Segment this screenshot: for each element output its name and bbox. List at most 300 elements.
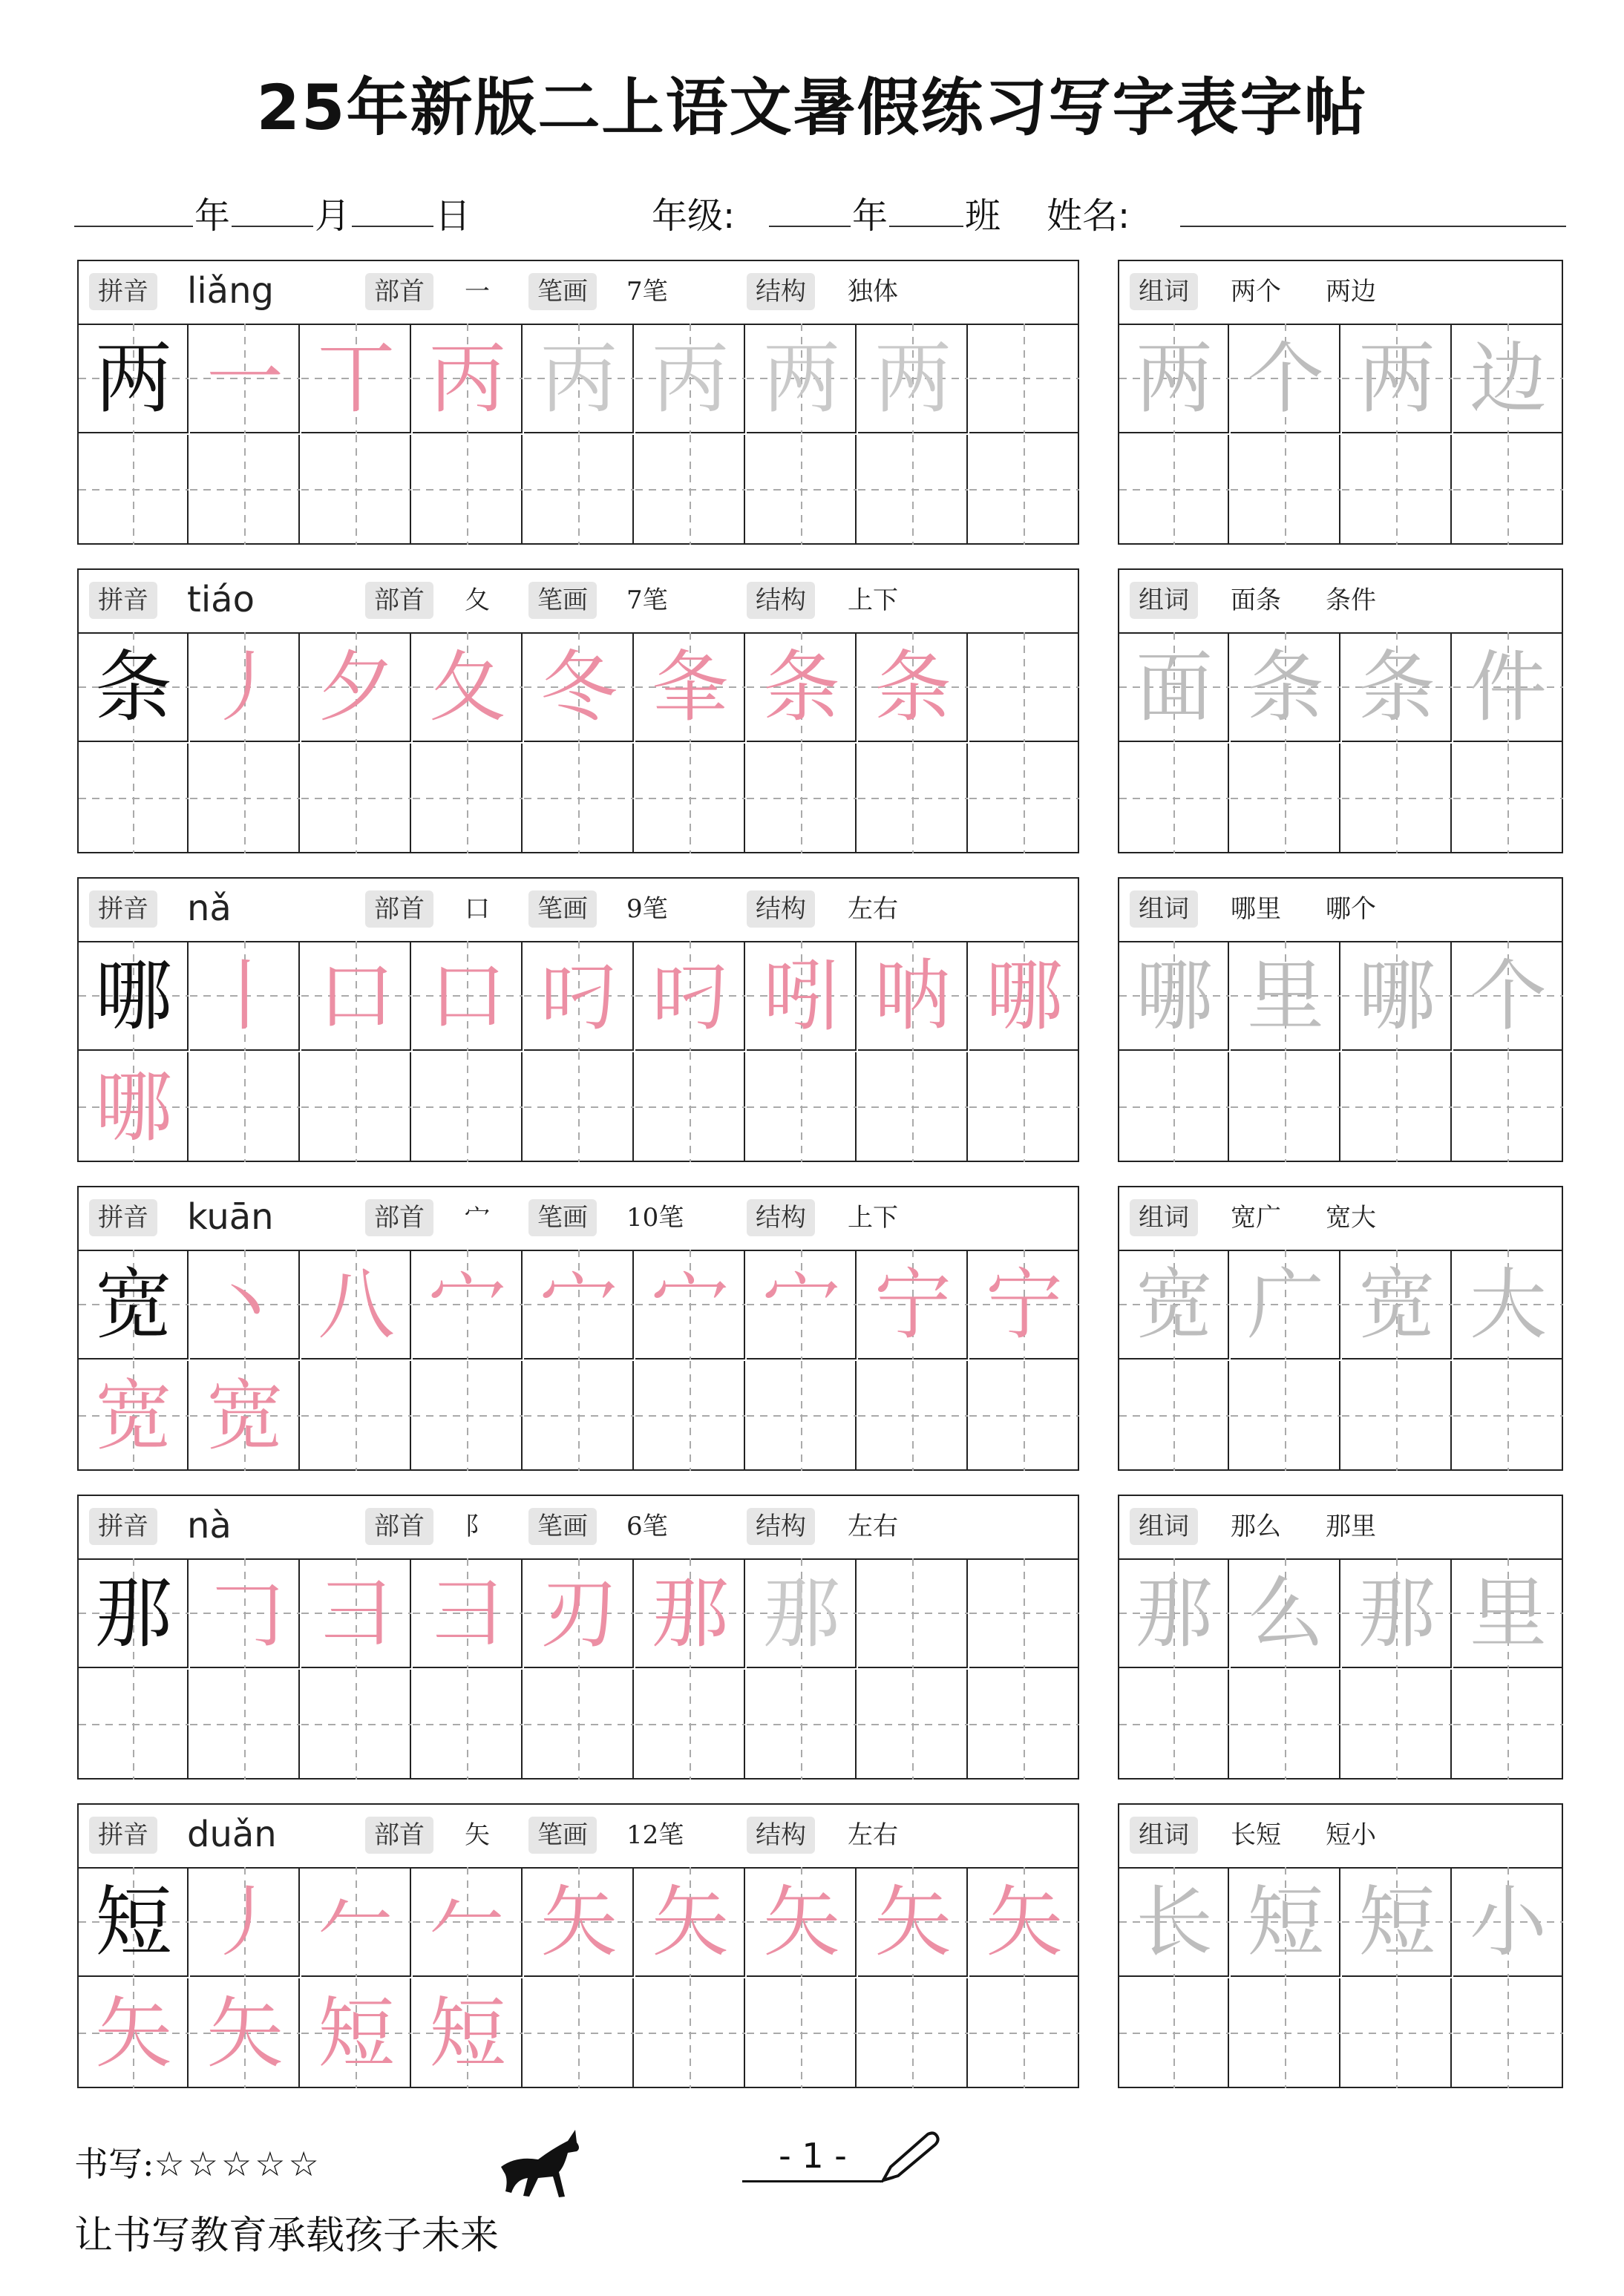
radical-tag: 部首 — [365, 1817, 433, 1854]
stroke-step-new-stroke: 条 — [762, 642, 840, 732]
word-writing-cell[interactable] — [1231, 435, 1340, 545]
writing-cell[interactable] — [190, 1867, 300, 1977]
word-trace-character: 边 — [1469, 333, 1547, 424]
stroke-step-new-stroke: 哪 — [94, 1062, 172, 1152]
writing-cell[interactable] — [524, 1670, 634, 1780]
stroke-step-new-stroke: 𠃌 — [206, 1568, 284, 1659]
class-blank[interactable] — [889, 226, 963, 227]
class-label: 班 — [965, 195, 1001, 237]
writing-cell[interactable] — [79, 1361, 189, 1471]
writing-cell[interactable] — [301, 941, 411, 1051]
writing-cell[interactable] — [413, 941, 523, 1051]
writing-cell[interactable] — [635, 1558, 745, 1668]
writing-cell[interactable] — [79, 744, 189, 853]
stroke-order-step — [858, 1867, 968, 1977]
writing-cell[interactable] — [524, 1361, 634, 1471]
writing-cell[interactable] — [858, 435, 968, 545]
writing-cell[interactable] — [190, 632, 300, 742]
writing-cell[interactable] — [524, 632, 634, 742]
stroke-step-new-stroke: 矢 — [206, 1988, 284, 2079]
writing-cell[interactable] — [747, 744, 857, 853]
stroke-step-new-stroke: 丨 — [206, 951, 284, 1041]
grid-guide — [1453, 1361, 1563, 1471]
word-trace-character: 广 — [1246, 1259, 1324, 1350]
grid-guide — [524, 1361, 634, 1471]
stroke-order-step — [190, 1867, 300, 1977]
stroke-order-step — [413, 324, 523, 433]
grid-guide — [1453, 435, 1563, 545]
writing-cell[interactable] — [413, 1978, 523, 2088]
word-writing-cell[interactable] — [1342, 435, 1452, 545]
word-writing-cell[interactable] — [1119, 1867, 1229, 1977]
writing-cell[interactable] — [301, 632, 411, 742]
stroke-step-new-stroke: 夆 — [651, 642, 729, 732]
writing-cell[interactable] — [190, 1361, 300, 1471]
char-block — [77, 260, 1079, 545]
grid-guide — [1342, 1978, 1452, 2088]
word-writing-cell[interactable] — [1119, 632, 1229, 742]
words-tag: 组词 — [1130, 1508, 1198, 1545]
grid-guide — [1231, 1052, 1340, 1162]
stroke-order-step — [747, 1558, 857, 1668]
grid-guide — [524, 435, 634, 545]
writing-cell[interactable] — [747, 1867, 857, 1977]
stroke-order-step — [524, 324, 634, 433]
words-tag: 组词 — [1130, 273, 1198, 310]
structure-value: 左右 — [848, 1512, 898, 1541]
writing-cell[interactable] — [413, 435, 523, 545]
char-info-header — [79, 570, 1078, 634]
writing-cell[interactable] — [79, 1052, 189, 1162]
structure-tag: 结构 — [747, 582, 815, 619]
stroke-order-step — [301, 324, 411, 433]
radical-value: 口 — [465, 894, 490, 924]
grid-guide — [635, 1052, 745, 1162]
word-writing-cell[interactable] — [1119, 435, 1229, 545]
strokes-tag: 笔画 — [528, 890, 597, 928]
writing-cell[interactable] — [969, 744, 1079, 853]
stroke-order-step — [747, 632, 857, 742]
grid-guide — [413, 435, 523, 545]
stroke-step-new-stroke: 夂 — [428, 642, 506, 732]
word-writing-cell[interactable] — [1119, 1250, 1229, 1359]
stroke-step-new-stroke: 吲 — [762, 951, 840, 1041]
strokes-value: 12笔 — [626, 1820, 684, 1850]
writing-cell[interactable] — [969, 1250, 1079, 1359]
stroke-step-new-stroke: 短 — [428, 1988, 506, 2079]
month-blank[interactable] — [232, 226, 313, 227]
writing-cell[interactable] — [747, 1361, 857, 1471]
writing-cell[interactable] — [969, 1867, 1079, 1977]
writing-cell[interactable] — [301, 435, 411, 545]
stroke-step-new-stroke: 𠂉 — [428, 1877, 506, 1967]
word-writing-cell[interactable] — [1119, 941, 1229, 1051]
word-writing-cell[interactable] — [1342, 1052, 1452, 1162]
grid-guide — [1342, 1670, 1452, 1780]
writing-cell[interactable] — [858, 1558, 968, 1668]
stroke-order-step — [413, 1867, 523, 1977]
char-info-header — [79, 261, 1078, 325]
writing-cell[interactable] — [635, 1978, 745, 2088]
stroke-step-new-stroke: 矢 — [762, 1877, 840, 1967]
writing-cell[interactable] — [747, 1250, 857, 1359]
word-writing-cell[interactable] — [1119, 1978, 1229, 2088]
word-writing-cell[interactable] — [1231, 1867, 1340, 1977]
writing-cell[interactable] — [190, 941, 300, 1051]
writing-cell[interactable] — [190, 1558, 300, 1668]
pinyin-value: tiáo — [187, 579, 255, 620]
writing-cell[interactable] — [301, 1978, 411, 2088]
writing-cell[interactable] — [190, 324, 300, 433]
writing-cell[interactable] — [190, 435, 300, 545]
writing-cell[interactable] — [635, 1867, 745, 1977]
word-writing-cell[interactable] — [1342, 1361, 1452, 1471]
writing-cell[interactable] — [79, 1250, 189, 1359]
word-1: 那么 — [1231, 1512, 1281, 1541]
strokes-value: 9笔 — [626, 894, 668, 924]
writing-cell[interactable] — [635, 324, 745, 433]
stroke-step-new-stroke: 矢 — [874, 1877, 952, 1967]
grid-guide — [1119, 1052, 1229, 1162]
radical-value: 宀 — [465, 1203, 490, 1233]
word-writing-cell[interactable] — [1119, 1052, 1229, 1162]
stroke-step-new-stroke: 刃 — [540, 1568, 618, 1659]
stroke-order-step — [747, 1867, 857, 1977]
writing-cell[interactable] — [413, 1867, 523, 1977]
writing-cell[interactable] — [969, 941, 1079, 1051]
word-writing-cell[interactable] — [1453, 1558, 1563, 1668]
word-writing-cell[interactable] — [1453, 632, 1563, 742]
strokes-value: 6笔 — [626, 1512, 668, 1541]
word-writing-cell[interactable] — [1119, 1670, 1229, 1780]
stroke-order-step — [858, 1250, 968, 1359]
writing-cell[interactable] — [413, 324, 523, 433]
grid-guide — [969, 632, 1079, 742]
writing-cell[interactable] — [747, 324, 857, 433]
grid-guide — [747, 1361, 857, 1471]
stroke-order-step — [190, 324, 300, 433]
stroke-step-new-stroke: 短 — [317, 1988, 395, 2079]
writing-cell[interactable] — [969, 1978, 1079, 2088]
writing-cell[interactable] — [969, 1361, 1079, 1471]
writing-cell[interactable] — [301, 1052, 411, 1162]
structure-tag: 结构 — [747, 890, 815, 928]
pinyin-tag: 拼音 — [89, 1508, 157, 1545]
writing-cell[interactable] — [858, 941, 968, 1051]
writing-cell[interactable] — [413, 1361, 523, 1471]
writing-cell[interactable] — [79, 632, 189, 742]
pinyin-tag: 拼音 — [89, 890, 157, 928]
stroke-order-step — [635, 632, 745, 742]
word-writing-cell[interactable] — [1342, 324, 1452, 433]
word-writing-cell[interactable] — [1342, 1558, 1452, 1668]
grid-guide — [190, 1052, 300, 1162]
word-writing-cell[interactable] — [1342, 1867, 1452, 1977]
word-writing-cell[interactable] — [1119, 1558, 1229, 1668]
word-writing-cell[interactable] — [1453, 1361, 1563, 1471]
word-writing-cell[interactable] — [1342, 941, 1452, 1051]
writing-cell[interactable] — [858, 1052, 968, 1162]
pinyin-value: liǎng — [187, 270, 274, 312]
writing-cell[interactable] — [524, 1052, 634, 1162]
word-writing-cell[interactable] — [1453, 1978, 1563, 2088]
writing-cell[interactable] — [524, 435, 634, 545]
writing-cell[interactable] — [524, 744, 634, 853]
word-writing-cell[interactable] — [1231, 324, 1340, 433]
writing-cell[interactable] — [524, 1250, 634, 1359]
grid-guide — [1453, 1670, 1563, 1780]
writing-cell[interactable] — [413, 1250, 523, 1359]
pinyin-value: duǎn — [187, 1814, 277, 1855]
grid-guide — [1119, 1361, 1229, 1471]
word-writing-cell[interactable] — [1231, 1670, 1340, 1780]
radical-value: 阝 — [465, 1512, 490, 1541]
stroke-step-new-stroke: 呐 — [874, 951, 952, 1041]
pen-icon — [876, 2128, 943, 2188]
grid-guide — [969, 435, 1079, 545]
writing-cell[interactable] — [635, 941, 745, 1051]
writing-cell[interactable] — [969, 1670, 1079, 1780]
writing-cell[interactable] — [635, 1670, 745, 1780]
writing-cell[interactable] — [190, 1670, 300, 1780]
writing-cell[interactable] — [858, 632, 968, 742]
rating — [74, 2137, 322, 2186]
page-title: 25年新版二上语文暑假练习写字表字帖 — [256, 71, 1368, 144]
writing-cell[interactable] — [79, 1670, 189, 1780]
writing-cell[interactable] — [635, 744, 745, 853]
writing-cell[interactable] — [858, 1361, 968, 1471]
grid-guide — [1453, 1052, 1563, 1162]
writing-cell[interactable] — [969, 435, 1079, 545]
stroke-order-step — [301, 1978, 411, 2088]
model-character: 那 — [94, 1568, 172, 1659]
word-header — [1119, 261, 1562, 325]
word-writing-cell[interactable] — [1231, 744, 1340, 853]
stroke-order-step — [190, 1558, 300, 1668]
word-writing-cell[interactable] — [1119, 324, 1229, 433]
writing-cell[interactable] — [524, 1558, 634, 1668]
word-writing-cell[interactable] — [1231, 1558, 1340, 1668]
structure-tag: 结构 — [747, 273, 815, 310]
stroke-step-new-stroke: 宀 — [428, 1259, 506, 1350]
rating-stars[interactable]: ☆☆☆☆☆ — [154, 2144, 322, 2184]
writing-cell[interactable] — [190, 744, 300, 853]
writing-cell[interactable] — [858, 1867, 968, 1977]
writing-cell[interactable] — [79, 1558, 189, 1668]
grid-guide — [635, 1361, 745, 1471]
grid-guide — [1231, 435, 1340, 545]
stroke-order-step — [301, 632, 411, 742]
writing-cell[interactable] — [635, 1361, 745, 1471]
word-writing-cell[interactable] — [1342, 632, 1452, 742]
word-trace-character: 哪 — [1135, 951, 1213, 1041]
writing-cell[interactable] — [413, 1558, 523, 1668]
radical-tag: 部首 — [365, 273, 433, 310]
word-writing-cell[interactable] — [1453, 1250, 1563, 1359]
name-blank[interactable] — [1180, 226, 1566, 227]
stroke-order-step — [79, 1361, 189, 1471]
stroke-step-new-stroke: 条 — [874, 642, 952, 732]
writing-cell[interactable] — [858, 1670, 968, 1780]
writing-cell[interactable] — [969, 1558, 1079, 1668]
word-writing-cell[interactable] — [1231, 1250, 1340, 1359]
stroke-order-step — [747, 1250, 857, 1359]
year-label: 年 — [194, 195, 231, 237]
strokes-tag: 笔画 — [528, 1817, 597, 1854]
word-writing-cell[interactable] — [1453, 744, 1563, 853]
writing-cell[interactable] — [301, 324, 411, 433]
grid-guide — [635, 435, 745, 545]
writing-cell[interactable] — [635, 1250, 745, 1359]
writing-cell[interactable] — [79, 324, 189, 433]
grid-guide — [635, 1978, 745, 2088]
model-character: 条 — [94, 642, 172, 732]
writing-cell[interactable] — [747, 1670, 857, 1780]
writing-cell[interactable] — [413, 744, 523, 853]
word-writing-cell[interactable] — [1231, 1978, 1340, 2088]
grid-guide — [79, 744, 189, 853]
word-block — [1118, 1803, 1563, 2088]
grid-guide — [413, 1361, 523, 1471]
writing-cell[interactable] — [301, 744, 411, 853]
pinyin-tag: 拼音 — [89, 1199, 157, 1236]
stroke-order-step — [635, 1558, 745, 1668]
writing-cell[interactable] — [190, 1978, 300, 2088]
writing-cell[interactable] — [79, 941, 189, 1051]
writing-cell[interactable] — [79, 435, 189, 545]
stroke-order-step — [858, 941, 968, 1051]
writing-cell[interactable] — [301, 1361, 411, 1471]
grid-guide — [858, 1978, 968, 2088]
writing-cell[interactable] — [858, 1250, 968, 1359]
grid-guide — [747, 1978, 857, 2088]
word-writing-cell[interactable] — [1453, 324, 1563, 433]
writing-cell[interactable] — [301, 1250, 411, 1359]
writing-cell[interactable] — [747, 632, 857, 742]
writing-cell[interactable] — [413, 1670, 523, 1780]
writing-cell[interactable] — [747, 941, 857, 1051]
writing-cell[interactable] — [524, 941, 634, 1051]
stroke-order-step — [190, 632, 300, 742]
writing-cell[interactable] — [413, 632, 523, 742]
writing-cell[interactable] — [969, 324, 1079, 433]
char-block — [77, 1186, 1079, 1471]
stroke-step-new-stroke: 冬 — [540, 642, 618, 732]
grid-guide — [413, 1670, 523, 1780]
grid-guide — [524, 1670, 634, 1780]
writing-cell[interactable] — [635, 632, 745, 742]
stroke-step-new-stroke: 丅 — [317, 333, 395, 424]
writing-cell[interactable] — [635, 1052, 745, 1162]
grid-guide — [858, 1361, 968, 1471]
word-writing-cell[interactable] — [1231, 941, 1340, 1051]
stroke-step-new-stroke: 宽 — [206, 1371, 284, 1461]
grade-blank[interactable] — [769, 226, 851, 227]
words-tag: 组词 — [1130, 890, 1198, 928]
word-writing-cell[interactable] — [1119, 744, 1229, 853]
word-trace-character: 件 — [1469, 642, 1547, 732]
word-block — [1118, 1186, 1563, 1471]
writing-cell[interactable] — [413, 1052, 523, 1162]
writing-cell[interactable] — [969, 632, 1079, 742]
word-writing-cell[interactable] — [1342, 1250, 1452, 1359]
word-trace-character: 条 — [1246, 642, 1324, 732]
writing-cell[interactable] — [301, 1558, 411, 1668]
pinyin-value: nǎ — [187, 888, 232, 929]
word-writing-cell[interactable] — [1453, 1052, 1563, 1162]
writing-cell[interactable] — [747, 435, 857, 545]
writing-cell[interactable] — [524, 1978, 634, 2088]
writing-cell[interactable] — [858, 324, 968, 433]
day-blank[interactable] — [352, 226, 433, 227]
date-line — [74, 178, 1566, 237]
word-writing-cell[interactable] — [1453, 1670, 1563, 1780]
word-trace-character: 哪 — [1358, 951, 1435, 1041]
grid-guide — [301, 1670, 411, 1780]
word-writing-cell[interactable] — [1453, 1867, 1563, 1977]
word-writing-cell[interactable] — [1342, 1978, 1452, 2088]
word-writing-cell[interactable] — [1453, 941, 1563, 1051]
word-writing-cell[interactable] — [1231, 632, 1340, 742]
word-writing-cell[interactable] — [1453, 435, 1563, 545]
writing-cell[interactable] — [524, 324, 634, 433]
word-writing-cell[interactable] — [1231, 1361, 1340, 1471]
grid-guide — [190, 1670, 300, 1780]
grid-guide — [1231, 1670, 1340, 1780]
stroke-order-step — [969, 941, 1079, 1051]
writing-cell[interactable] — [635, 435, 745, 545]
stroke-order-step — [858, 324, 968, 433]
word-writing-cell[interactable] — [1342, 1670, 1452, 1780]
writing-cell[interactable] — [79, 1867, 189, 1977]
writing-cell[interactable] — [747, 1052, 857, 1162]
writing-cell[interactable] — [969, 1052, 1079, 1162]
writing-cell[interactable] — [301, 1867, 411, 1977]
word-header — [1119, 879, 1562, 942]
strokes-value: 7笔 — [626, 586, 668, 615]
word-trace-character: 里 — [1469, 1568, 1547, 1659]
writing-cell[interactable] — [79, 1978, 189, 2088]
grade-label: 年级: — [652, 195, 736, 237]
writing-cell[interactable] — [858, 1978, 968, 2088]
year-blank[interactable] — [74, 226, 193, 227]
writing-cell[interactable] — [747, 1978, 857, 2088]
stroke-order-step — [413, 941, 523, 1051]
grid-guide — [1231, 1978, 1340, 2088]
writing-cell[interactable] — [524, 1867, 634, 1977]
writing-cell[interactable] — [190, 1052, 300, 1162]
stroke-order-step — [79, 1052, 189, 1162]
word-writing-cell[interactable] — [1119, 1361, 1229, 1471]
word-writing-cell[interactable] — [1342, 744, 1452, 853]
char-block — [77, 1803, 1079, 2088]
grid-guide — [190, 744, 300, 853]
grid-guide — [1119, 744, 1229, 853]
structure-value: 上下 — [848, 1203, 898, 1233]
grade-year-label: 年 — [852, 195, 888, 237]
word-writing-cell[interactable] — [1231, 1052, 1340, 1162]
structure-value: 上下 — [848, 586, 898, 615]
horse-icon — [494, 2126, 590, 2208]
stroke-step-new-stroke: 丿 — [206, 1877, 284, 1967]
stroke-step-new-stroke: 哪 — [985, 951, 1063, 1041]
writing-cell[interactable] — [858, 744, 968, 853]
writing-cell[interactable] — [301, 1670, 411, 1780]
word-trace-character: 宽 — [1358, 1259, 1435, 1350]
pinyin-value: kuān — [187, 1196, 274, 1238]
writing-cell[interactable] — [190, 1250, 300, 1359]
writing-cell[interactable] — [747, 1558, 857, 1668]
